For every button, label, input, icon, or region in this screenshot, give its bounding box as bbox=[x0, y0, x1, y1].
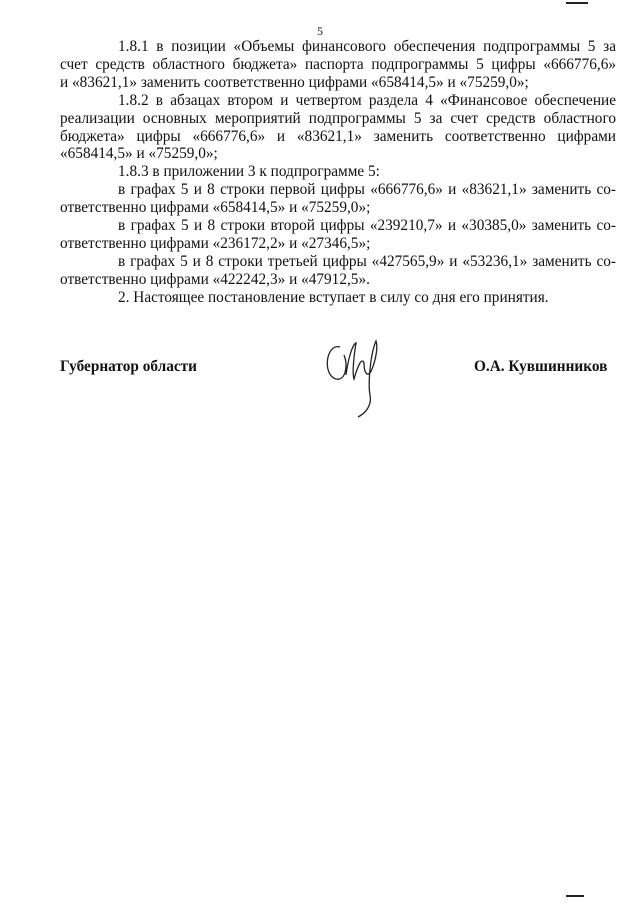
text-line: 2. Настоящее постановление вступает в силу со дня его принятия. bbox=[118, 288, 549, 306]
handwritten-signature bbox=[318, 335, 398, 420]
text-line: счет средств областного бюджета» паспорта подпрограммы 5 цифры «666776,6» bbox=[60, 55, 616, 73]
text-line: реализации основных мероприятий подпрограммы 5 за счет средств областного bbox=[60, 109, 616, 127]
text-line: в графах 5 и 8 строки второй цифры «239210,7» и «30385,0» заменить со- bbox=[118, 217, 616, 235]
text-line: и «83621,1» заменить соответственно цифрами «658414,5» и «75259,0»; bbox=[60, 73, 529, 91]
text-line: бюджета» цифры «666776,6» и «83621,1» заменить соответственно цифрами bbox=[60, 127, 616, 145]
scan-mark bbox=[566, 895, 584, 897]
text-line: в графах 5 и 8 строки третьей цифры «427565,9» и «53236,1» заменить со- bbox=[118, 252, 616, 270]
page-number: 5 bbox=[317, 24, 323, 38]
text-line: 1.8.1 в позиции «Объемы финансового обеспечения подпрограммы 5 за bbox=[118, 38, 616, 55]
signatory-name: О.А. Кувшинников bbox=[474, 358, 608, 375]
text-line: «658414,5» и «75259,0»; bbox=[60, 145, 218, 163]
text-line: ответственно цифрами «422242,3» и «47912,5». bbox=[60, 270, 370, 288]
text-line: ответственно цифрами «658414,5» и «75259,0»; bbox=[60, 199, 371, 217]
text-line: 1.8.2 в абзацах втором и четвертом раздела 4 «Финансовое обеспечение bbox=[118, 91, 616, 109]
text-line: ответственно цифрами «236172,2» и «27346,5»; bbox=[60, 234, 371, 252]
document-body bbox=[60, 38, 616, 307]
text-line: 1.8.3 в приложении 3 к подпрограмме 5: bbox=[118, 163, 380, 181]
scan-mark bbox=[566, 2, 588, 4]
signatory-position: Губернатор области bbox=[60, 358, 197, 375]
text-line: в графах 5 и 8 строки первой цифры «666776,6» и «83621,1» заменить со- bbox=[118, 181, 616, 199]
